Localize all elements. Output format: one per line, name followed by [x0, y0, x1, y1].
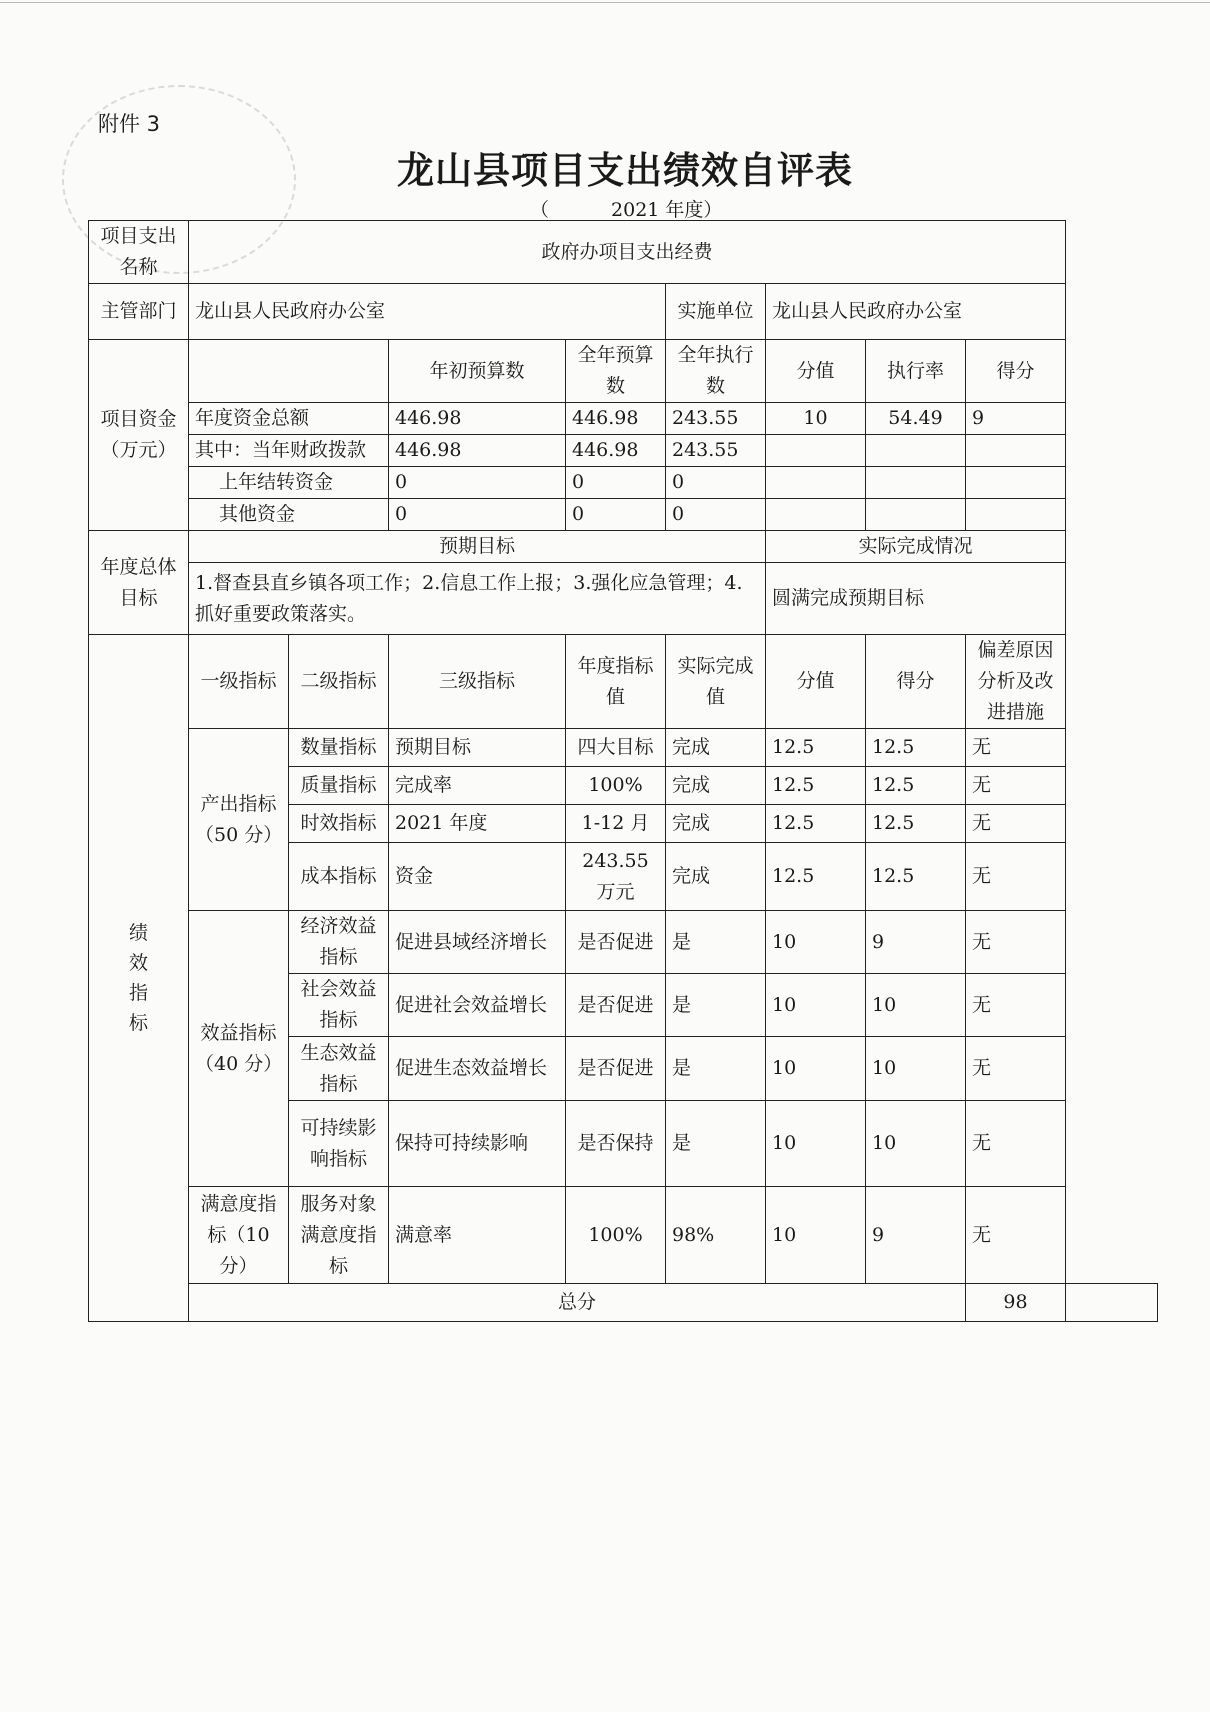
indicator-value: 12.5 — [766, 843, 866, 911]
indicator-score: 9 — [866, 1187, 966, 1284]
department-label: 主管部门 — [89, 284, 189, 340]
indicator-value: 10 — [766, 911, 866, 974]
goals-actual-text: 圆满完成预期目标 — [766, 563, 1066, 635]
funds-header-initial: 年初预算数 — [389, 340, 566, 403]
funds-row-empty — [766, 467, 866, 499]
indicator-level2: 质量指标 — [289, 767, 389, 805]
indicator-score: 10 — [866, 1101, 966, 1187]
goals-expected-text: 1.督查县直乡镇各项工作；2.信息工作上报；3.强化应急管理；4.抓好重要政策落实。 — [189, 563, 766, 635]
indicators-header-value: 分值 — [766, 635, 866, 729]
indicator-level3: 完成率 — [389, 767, 566, 805]
funds-row-initial: 446.98 — [389, 435, 566, 467]
indicator-value: 10 — [766, 1037, 866, 1101]
department-row — [89, 284, 1158, 340]
funds-header-score: 得分 — [966, 340, 1066, 403]
year-open-paren: （ — [530, 199, 550, 221]
funds-row-empty — [966, 435, 1066, 467]
indicators-header-level1: 一级指标 — [189, 635, 289, 729]
goals-label: 年度总体目标 — [89, 531, 189, 635]
indicator-level2: 时效指标 — [289, 805, 389, 843]
indicator-actual: 是 — [666, 974, 766, 1037]
funds-header-rate: 执行率 — [866, 340, 966, 403]
funds-row-name: 年度资金总额 — [189, 403, 389, 435]
indicator-actual: 是 — [666, 911, 766, 974]
indicator-level3: 促进社会效益增长 — [389, 974, 566, 1037]
indicator-level2: 可持续影响指标 — [289, 1101, 389, 1187]
indicator-actual: 完成 — [666, 767, 766, 805]
indicator-level3: 2021 年度 — [389, 805, 566, 843]
indicator-value: 12.5 — [766, 767, 866, 805]
year-subtitle — [530, 195, 722, 222]
page-title: 龙山县项目支出绩效自评表 — [397, 149, 853, 192]
funds-row-initial: 0 — [389, 499, 566, 531]
indicator-reason: 无 — [966, 1037, 1066, 1101]
department-value: 龙山县人民政府办公室 — [189, 284, 666, 340]
indicator-value: 12.5 — [766, 729, 866, 767]
funds-row — [89, 435, 1158, 467]
year-text: 2021 年度） — [611, 199, 723, 221]
indicator-value: 10 — [766, 1101, 866, 1187]
indicator-level3: 预期目标 — [389, 729, 566, 767]
indicator-actual: 完成 — [666, 805, 766, 843]
project-name-value: 政府办项目支出经费 — [189, 221, 1066, 284]
indicator-target: 是否促进 — [566, 911, 666, 974]
goals-expected-label: 预期目标 — [189, 531, 766, 563]
indicators-header-target: 年度指标值 — [566, 635, 666, 729]
goals-row — [89, 563, 1158, 635]
indicator-target: 243.55万元 — [566, 843, 666, 911]
funds-header-blank — [189, 340, 389, 403]
indicator-row — [89, 1187, 1158, 1284]
indicator-score: 12.5 — [866, 729, 966, 767]
indicator-level2: 社会效益指标 — [289, 974, 389, 1037]
funds-row-annual: 446.98 — [566, 435, 666, 467]
funds-row-executed: 0 — [666, 467, 766, 499]
total-empty — [1066, 1284, 1158, 1322]
funds-row-empty — [766, 435, 866, 467]
indicator-reason: 无 — [966, 843, 1066, 911]
funds-row-annual: 446.98 — [566, 403, 666, 435]
indicator-level3: 保持可持续影响 — [389, 1101, 566, 1187]
indicator-actual: 是 — [666, 1101, 766, 1187]
indicator-level3: 满意率 — [389, 1187, 566, 1284]
total-score: 98 — [966, 1284, 1066, 1322]
indicator-value: 10 — [766, 1187, 866, 1284]
indicator-score: 12.5 — [866, 805, 966, 843]
indicator-reason: 无 — [966, 911, 1066, 974]
indicator-actual: 是 — [666, 1037, 766, 1101]
project-name-label: 项目支出名称 — [89, 221, 189, 284]
indicator-actual: 98% — [666, 1187, 766, 1284]
indicator-target: 四大目标 — [566, 729, 666, 767]
funds-label: 项目资金（万元） — [89, 340, 189, 531]
indicator-level2: 生态效益指标 — [289, 1037, 389, 1101]
funds-row-initial: 0 — [389, 467, 566, 499]
indicators-header-row — [89, 635, 1158, 729]
indicator-level3: 促进县域经济增长 — [389, 911, 566, 974]
indicators-label-text: 绩效指标 — [128, 922, 148, 1034]
funds-row-empty — [866, 467, 966, 499]
indicator-row — [89, 911, 1158, 974]
indicator-target: 是否保持 — [566, 1101, 666, 1187]
indicator-level2: 服务对象满意度指标 — [289, 1187, 389, 1284]
funds-row-empty — [966, 467, 1066, 499]
funds-row-name: 其他资金 — [189, 499, 389, 531]
indicator-row — [89, 729, 1158, 767]
implementing-unit-value: 龙山县人民政府办公室 — [766, 284, 1066, 340]
indicator-target: 是否促进 — [566, 1037, 666, 1101]
funds-header-annual: 全年预算数 — [566, 340, 666, 403]
indicators-header-level3: 三级指标 — [389, 635, 566, 729]
goals-header-row — [89, 531, 1158, 563]
indicator-group-benefit: 效益指标（40 分） — [189, 911, 289, 1187]
indicator-reason: 无 — [966, 1101, 1066, 1187]
funds-row — [89, 499, 1158, 531]
indicator-score: 10 — [866, 974, 966, 1037]
indicator-level2: 数量指标 — [289, 729, 389, 767]
indicators-label — [89, 635, 189, 1322]
indicator-level2: 经济效益指标 — [289, 911, 389, 974]
funds-row-annual: 0 — [566, 467, 666, 499]
funds-row-annual: 0 — [566, 499, 666, 531]
funds-row-name: 其中：当年财政拨款 — [189, 435, 389, 467]
indicator-score: 12.5 — [866, 843, 966, 911]
funds-row-empty — [866, 499, 966, 531]
funds-row-executed: 243.55 — [666, 403, 766, 435]
indicator-level3: 促进生态效益增长 — [389, 1037, 566, 1101]
self-evaluation-table — [88, 220, 1158, 1322]
total-label: 总分 — [189, 1284, 966, 1322]
indicator-reason: 无 — [966, 767, 1066, 805]
goals-actual-label: 实际完成情况 — [766, 531, 1066, 563]
indicators-header-score: 得分 — [866, 635, 966, 729]
funds-row — [89, 467, 1158, 499]
funds-row-initial: 446.98 — [389, 403, 566, 435]
indicator-target: 100% — [566, 1187, 666, 1284]
indicator-target: 100% — [566, 767, 666, 805]
indicators-header-reason: 偏差原因分析及改进措施 — [966, 635, 1066, 729]
attachment-label: 附件 3 — [98, 112, 161, 136]
indicators-header-level2: 二级指标 — [289, 635, 389, 729]
funds-row-empty — [966, 499, 1066, 531]
funds-row-executed: 0 — [666, 499, 766, 531]
funds-row-empty — [766, 499, 866, 531]
implementing-unit-label: 实施单位 — [666, 284, 766, 340]
indicator-actual: 完成 — [666, 729, 766, 767]
funds-row-name: 上年结转资金 — [189, 467, 389, 499]
indicator-reason: 无 — [966, 974, 1066, 1037]
indicator-value: 10 — [766, 974, 866, 1037]
indicator-group-output: 产出指标（50 分） — [189, 729, 289, 911]
project-name-row — [89, 221, 1158, 284]
indicator-score: 12.5 — [866, 767, 966, 805]
funds-row — [89, 403, 1158, 435]
indicator-target: 是否促进 — [566, 974, 666, 1037]
indicator-value: 12.5 — [766, 805, 866, 843]
funds-row-empty — [866, 435, 966, 467]
indicator-score: 10 — [866, 1037, 966, 1101]
indicator-reason: 无 — [966, 805, 1066, 843]
funds-row-executed: 243.55 — [666, 435, 766, 467]
funds-row-score-value: 10 — [766, 403, 866, 435]
funds-row-rate: 54.49 — [866, 403, 966, 435]
indicator-target: 1-12 月 — [566, 805, 666, 843]
indicator-reason: 无 — [966, 1187, 1066, 1284]
indicator-level2: 成本指标 — [289, 843, 389, 911]
funds-row-score: 9 — [966, 403, 1066, 435]
scan-top-edge — [0, 2, 1210, 3]
indicator-group-satisfaction: 满意度指标（10 分） — [189, 1187, 289, 1284]
indicators-header-actual: 实际完成值 — [666, 635, 766, 729]
total-row — [89, 1284, 1158, 1322]
indicator-actual: 完成 — [666, 843, 766, 911]
indicator-level3: 资金 — [389, 843, 566, 911]
funds-header-executed: 全年执行数 — [666, 340, 766, 403]
indicator-reason: 无 — [966, 729, 1066, 767]
indicator-score: 9 — [866, 911, 966, 974]
funds-header-score-value: 分值 — [766, 340, 866, 403]
funds-header-row — [89, 340, 1158, 403]
